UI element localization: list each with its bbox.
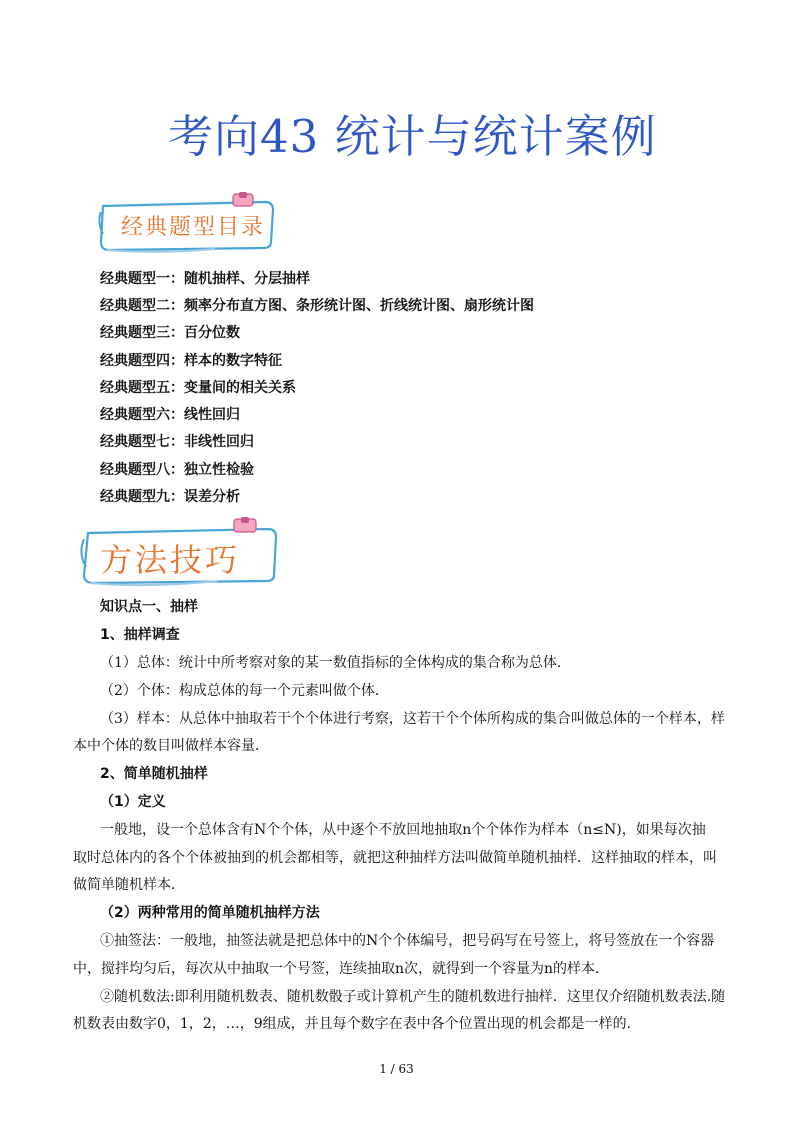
toc-item: 经典题型一：随机抽样、分层抽样	[100, 271, 310, 287]
page-title: 考向43 统计与统计案例	[168, 110, 657, 163]
toc-item: 经典题型八：独立性检验	[100, 462, 254, 478]
section-heading: 2、简单随机抽样	[100, 766, 208, 782]
subsection-heading: （1）定义	[100, 794, 166, 810]
section-banner-methods	[78, 517, 283, 589]
banner-methods-label: 方法技巧	[100, 541, 241, 579]
paragraph-line: ②随机数法:即利用随机数表、随机数骰子或计算机产生的随机数进行抽样．这里仅介绍随机数表法.随	[100, 989, 726, 1005]
section-banner-toc	[95, 192, 280, 254]
toc-item: 经典题型六：线性回归	[100, 407, 240, 423]
knowledge-point-heading: 知识点一、抽样	[100, 599, 198, 615]
subsection-heading: （2）两种常用的简单随机抽样方法	[100, 905, 320, 921]
paragraph-line: 中，搅拌均匀后，每次从中抽取一个号签，连续抽取n次，就得到一个容量为n的样本．	[73, 961, 610, 977]
banner-toc-label: 经典题型目录	[121, 215, 266, 240]
toc-item: 经典题型四：样本的数字特征	[100, 353, 282, 369]
toc-item: 经典题型七：非线性回归	[100, 434, 254, 450]
paragraph-line: 做简单随机样本．	[73, 877, 185, 893]
toc-item: 经典题型五：变量间的相关关系	[100, 380, 296, 396]
section-heading: 1、抽样调查	[100, 627, 180, 643]
paragraph-line: （3）样本：从总体中抽取若干个个体进行考察，这若干个个体所构成的集合叫做总体的一个样本，样	[100, 711, 725, 727]
paragraph-line: 取时总体内的各个个体被抽到的机会都相等，就把这种抽样方法叫做简单随机抽样．这样抽取的样本，叫	[73, 850, 717, 866]
paragraph-line: 本中个体的数目叫做样本容量．	[73, 738, 269, 754]
toc-item: 经典题型三：百分位数	[100, 325, 240, 341]
toc-item: 经典题型二：频率分布直方图、条形统计图、折线统计图、扇形统计图	[100, 298, 534, 314]
paragraph-line: 一般地，设一个总体含有N个个体，从中逐个不放回地抽取n个个体作为样本（n≤N)，如果每次抽	[100, 822, 706, 838]
paragraph-line: ①抽签法：一般地，抽签法就是把总体中的N个个体编号，把号码写在号签上，将号签放在一个容器	[100, 933, 715, 949]
paragraph-line: 机数表由数字0，1，2，…，9组成，并且每个数字在表中各个位置出现的机会都是一样的．	[73, 1016, 641, 1032]
paragraph-line: （1）总体：统计中所考察对象的某一数值指标的全体构成的集合称为总体．	[100, 655, 571, 671]
toc-item: 经典题型九：误差分析	[100, 489, 240, 505]
paragraph-line: （2）个体：构成总体的每一个元素叫做个体．	[100, 683, 389, 699]
page-number: 1 / 63	[379, 1062, 414, 1076]
